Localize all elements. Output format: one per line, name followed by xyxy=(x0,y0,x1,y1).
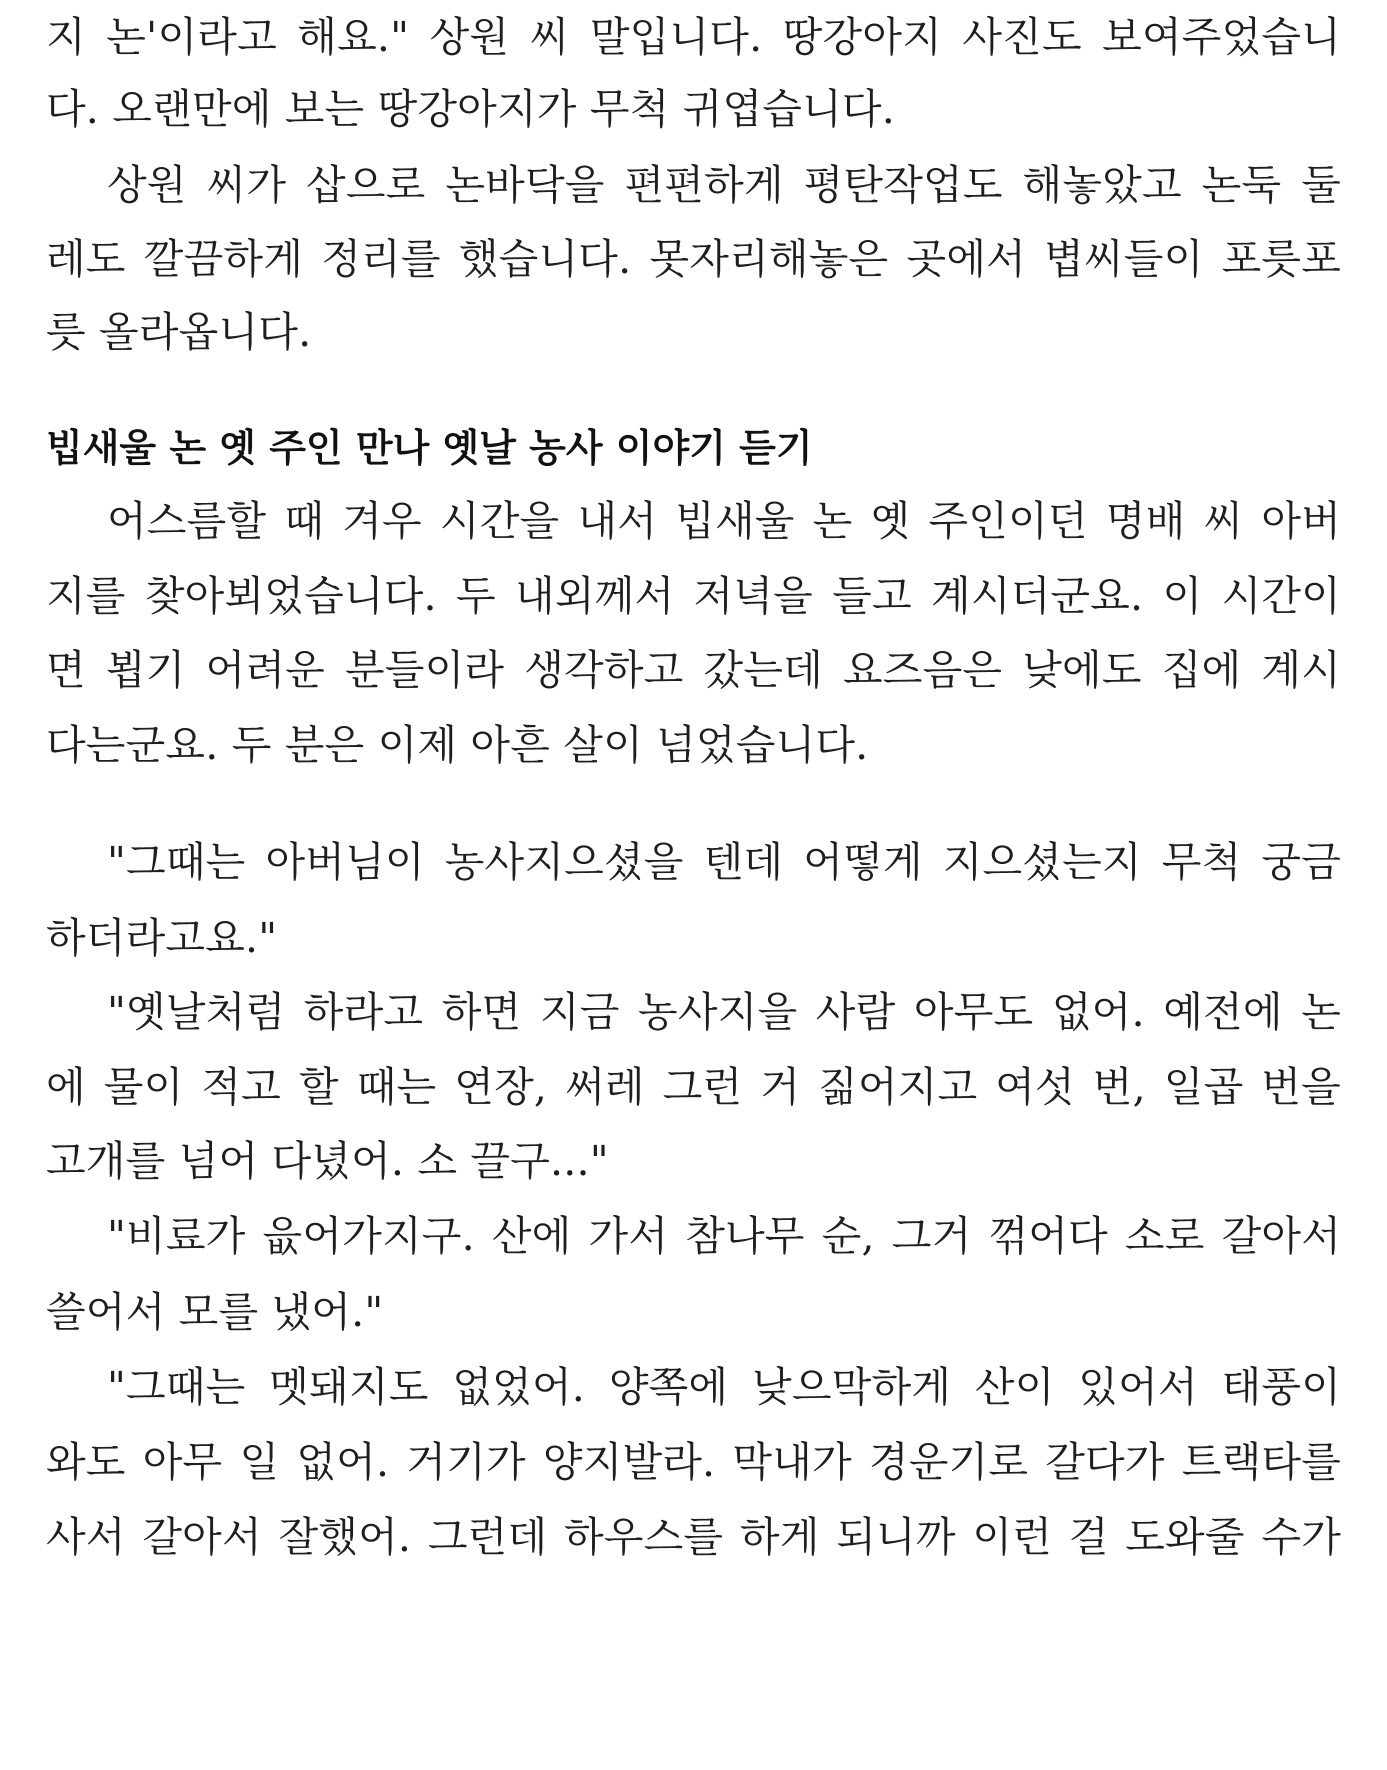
paragraph-line: 면 뵙기 어려운 분들이라 생각하고 갔는데 요즈음은 낮에도 집에 계시 xyxy=(46,646,1341,694)
paragraph-line: 릇 올라옵니다. xyxy=(46,308,312,356)
quote-line: "그때는 멧돼지도 없었어. 양쪽에 낮으막하게 산이 있어서 태풍이 xyxy=(107,1363,1341,1411)
paragraph-line: 다는군요. 두 분은 이제 아흔 살이 넘었습니다. xyxy=(46,721,869,769)
paragraph-line: 레도 깔끔하게 정리를 했습니다. 못자리해놓은 곳에서 볍씨들이 포릇포 xyxy=(46,235,1341,283)
quote-line: "옛날처럼 하라고 하면 지금 농사지을 사람 아무도 없어. 예전에 논 xyxy=(107,988,1341,1036)
quote-line: 하더라고요." xyxy=(46,914,278,962)
quote-line: 사서 갈아서 잘했어. 그런데 하우스를 하게 되니까 이런 걸 도와줄 수가 xyxy=(46,1513,1341,1561)
quote-line: 쓸어서 모를 냈어." xyxy=(46,1288,384,1336)
paragraph-line: 지를 찾아뵈었습니다. 두 내외께서 저녁을 들고 계시더군요. 이 시간이 xyxy=(46,572,1341,620)
section-heading: 빕새울 논 옛 주인 만나 옛날 농사 이야기 듣기 xyxy=(46,426,813,470)
quote-line: 와도 아무 일 없어. 거기가 양지발라. 막내가 경운기로 갈다가 트랙타를 xyxy=(46,1438,1341,1486)
paragraph-line: 어스름할 때 겨우 시간을 내서 빕새울 논 옛 주인이던 명배 씨 아버 xyxy=(107,497,1341,545)
paragraph-line: 다. 오랜만에 보는 땅강아지가 무척 귀엽습니다. xyxy=(46,85,895,133)
quote-line: 고개를 넘어 다녔어. 소 끌구..." xyxy=(46,1137,609,1185)
quote-line: 에 물이 적고 할 때는 연장, 써레 그런 거 짊어지고 여섯 번, 일곱 번을 xyxy=(46,1063,1341,1111)
quote-line: "비료가 읎어가지구. 산에 가서 참나무 순, 그거 꺾어다 소로 갈아서 xyxy=(107,1212,1341,1260)
paragraph-line: 지 논'이라고 해요." 상원 씨 말입니다. 땅강아지 사진도 보여주었습니 xyxy=(46,13,1341,61)
paragraph-line: 상원 씨가 삽으로 논바닥을 편편하게 평탄작업도 해놓았고 논둑 둘 xyxy=(107,161,1341,209)
quote-line: "그때는 아버님이 농사지으셨을 텐데 어떻게 지으셨는지 무척 궁금 xyxy=(107,838,1341,886)
